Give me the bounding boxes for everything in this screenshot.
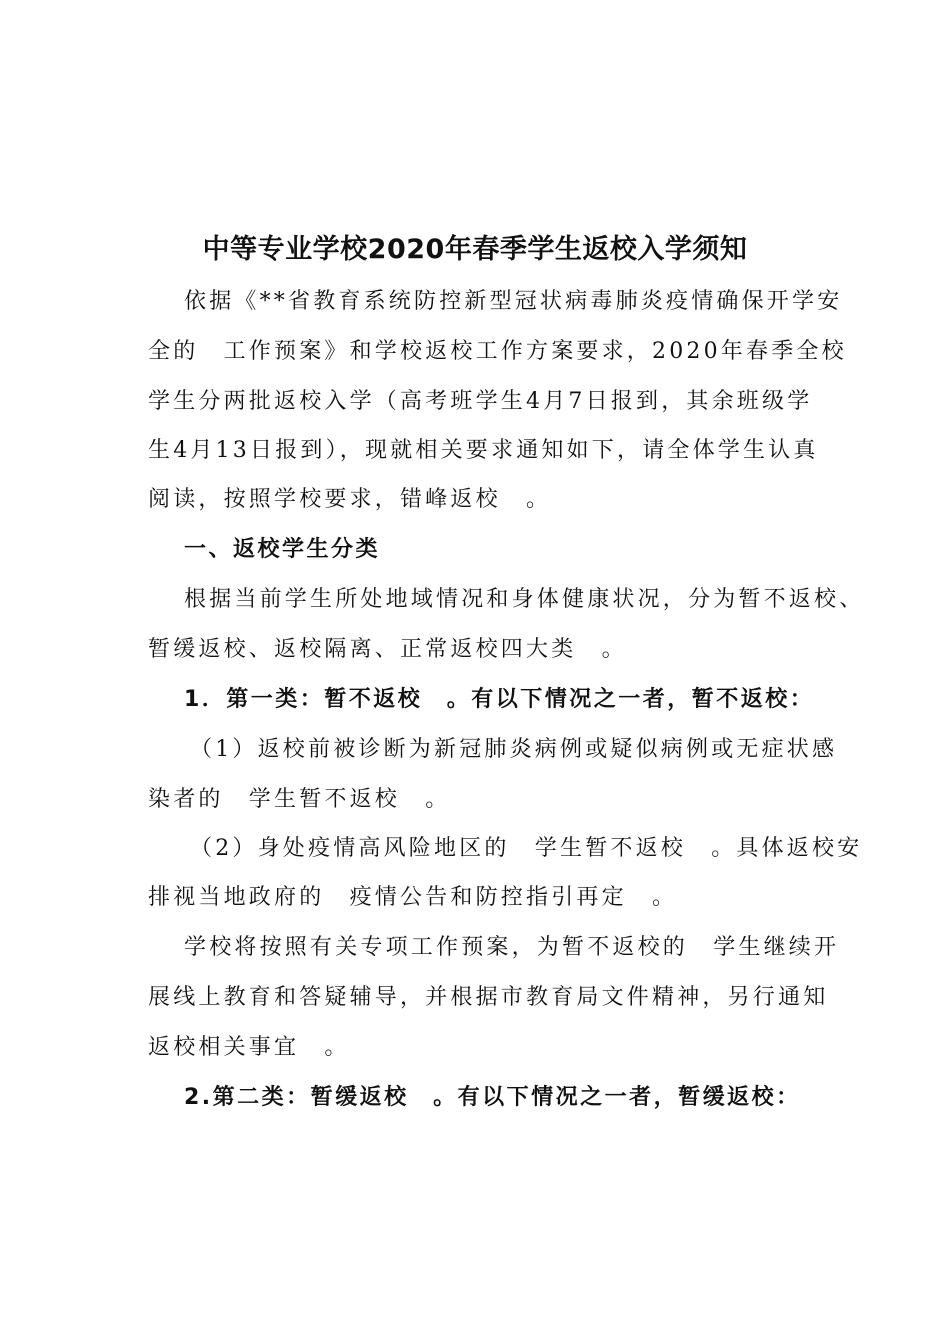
- paragraph-line: 展线上教育和答疑辅导，并根据市教育局文件精神，另行通知: [148, 985, 829, 1010]
- list-item-line: （1）返校前被诊断为新冠肺炎病例或疑似病例或无症状感: [190, 737, 838, 762]
- document-title: 中等专业学校2020年春季学生返校入学须知: [202, 234, 748, 265]
- paragraph-line: 返校相关事宜 。: [148, 1035, 350, 1060]
- list-item-line: （2）身处疫情高风险地区的 学生暂不返校 。具体返校安: [190, 836, 863, 861]
- paragraph-line: 生4月13日报到），现就相关要求通知如下，请全体学生认真: [148, 438, 819, 463]
- subsection-heading: 1．第一类：暂不返校 。有以下情况之一者，暂不返校：: [184, 687, 815, 712]
- section-heading: 一、返校学生分类: [184, 537, 381, 562]
- paragraph-line: 根据当前学生所处地域情况和身体健康状况，分为暂不返校、: [184, 587, 865, 612]
- subsection-heading: 2.第二类：暂缓返校 。有以下情况之一者，暂缓返校：: [184, 1085, 801, 1110]
- paragraph-line: 暂缓返校、返校隔离、正常返校四大类 。: [148, 637, 627, 662]
- list-item-line: 排视当地政府的 疫情公告和防控指引再定 。: [148, 885, 678, 910]
- paragraph-line: 学校将按照有关专项工作预案，为暂不返校的 学生继续开: [184, 935, 840, 960]
- paragraph-line: 阅读，按照学校要求，错峰返校 。: [148, 487, 552, 512]
- paragraph-line: 学生分两批返校入学（高考班学生4月7日报到，其余班级学: [148, 389, 813, 414]
- list-item-line: 染者的 学生暂不返校 。: [148, 787, 451, 812]
- paragraph-line: 全的 工作预案》和学校返校工作方案要求，2020年春季全校: [148, 339, 847, 364]
- paragraph-line: 依据《**省教育系统防控新型冠状病毒肺炎疫情确保开学安: [184, 289, 843, 314]
